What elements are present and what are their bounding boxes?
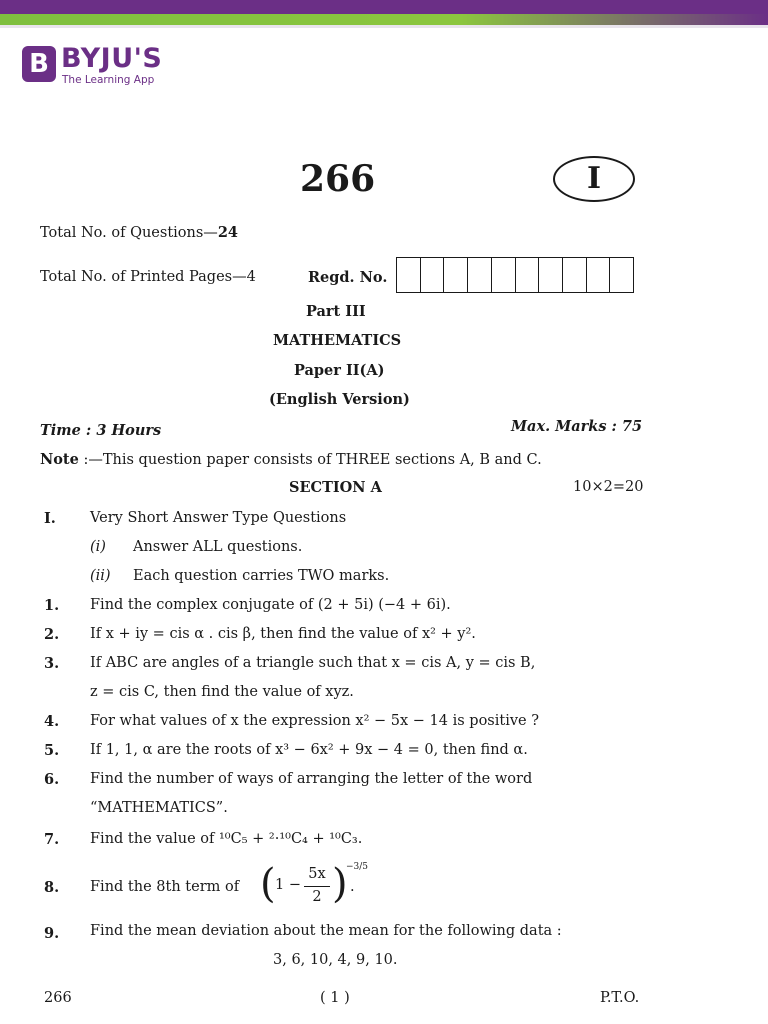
question-data: 3, 6, 10, 4, 9, 10. [273,952,398,968]
regd-box[interactable] [444,258,468,292]
regd-box[interactable] [468,258,492,292]
part-heading: Part III [306,303,366,320]
subject-heading: MATHEMATICS [273,332,402,349]
question-text: Find the mean deviation about the mean for the following data : [90,923,562,939]
header-band-shadow [0,25,768,28]
regd-box[interactable] [397,258,421,292]
total-pages: Total No. of Printed Pages—4 [40,269,256,285]
regd-box[interactable] [610,258,633,292]
paper-set-roman: I [586,161,602,196]
note-label: Note [40,451,79,468]
fraction-bar [304,886,330,887]
question-text: Find the number of ways of arranging the letter of the word [90,771,533,787]
question-number: 3. [44,655,60,672]
question-number: 7. [44,831,60,848]
instruction-item-number: (ii) [90,568,111,584]
instruction-number: I. [44,510,56,527]
total-questions [40,224,238,241]
binomial-expression [260,861,369,912]
header-band-green [0,14,768,25]
question-text: If ABC are angles of a triangle such that x = cis A, y = cis B, [90,655,536,671]
fraction-numerator: 5x [308,866,326,882]
byjus-logo-letter: B [29,49,49,79]
regd-box[interactable] [421,258,445,292]
regd-label: Regd. No. [308,269,388,286]
question-number: 4. [44,713,60,730]
binomial-lead: 1 − [275,877,301,893]
open-paren: ( [260,861,276,907]
footer-page-number: ( 1 ) [320,990,350,1006]
question-text: Find the 8th term of [90,879,240,895]
regd-box[interactable] [587,258,611,292]
total-questions-label: Total No. of Questions— [40,225,218,241]
question-text: For what values of x the expression x² − 5x − 14 is positive ? [90,713,539,729]
regd-box[interactable] [539,258,563,292]
byjus-logo-wordmark: BYJU'S [61,43,163,74]
paper-heading: Paper II(A) [294,362,385,379]
instruction-item-text: Answer ALL questions. [133,539,303,555]
note-text: :—This question paper consists of THREE sections A, B and C. [83,452,542,468]
q8-period: . [350,879,355,895]
time-label: Time : 3 Hours [40,422,162,439]
question-text: Find the value of ¹⁰C₅ + ²·¹⁰C₄ + ¹⁰C₃. [90,831,363,847]
version-heading: (English Version) [269,391,410,408]
max-marks-label: Max. Marks : 75 [511,418,643,435]
question-text: If 1, 1, α are the roots of x³ − 6x² + 9x − 4 = 0, then find α. [90,742,528,758]
binomial-exponent: −3/5 [346,862,369,872]
question-number: 8. [44,879,60,896]
regd-box[interactable] [516,258,540,292]
question-text-continued: z = cis C, then find the value of xyz. [90,684,354,700]
note [40,451,542,468]
section-marks: 10×2=20 [573,479,644,495]
fraction-denominator: 2 [312,889,322,905]
total-questions-value: 24 [217,224,238,241]
header-band-purple [0,0,768,14]
question-number: 2. [44,626,60,643]
question-number: 9. [44,925,60,942]
close-paren: ) [332,861,348,907]
byjus-logo-tagline: The Learning App [62,74,155,86]
regd-box[interactable] [563,258,587,292]
question-number: 5. [44,742,60,759]
instruction-title: Very Short Answer Type Questions [90,510,347,526]
regd-box[interactable] [492,258,516,292]
section-heading: SECTION A [289,479,382,496]
question-number: 1. [44,597,60,614]
question-text-continued: “MATHEMATICS”. [90,800,228,816]
paper-code: 266 [300,158,376,200]
footer-code: 266 [44,990,72,1006]
instruction-item-text: Each question carries TWO marks. [133,568,390,584]
instruction-item-number: (i) [90,539,106,555]
question-text: Find the complex conjugate of (2 + 5i) (−4 + 6i). [90,597,451,613]
question-number: 6. [44,771,60,788]
question-text: If x + iy = cis α . cis β, then find the value of x² + y². [90,626,476,642]
footer-pto: P.T.O. [600,990,640,1006]
regd-number-boxes[interactable] [396,257,634,293]
